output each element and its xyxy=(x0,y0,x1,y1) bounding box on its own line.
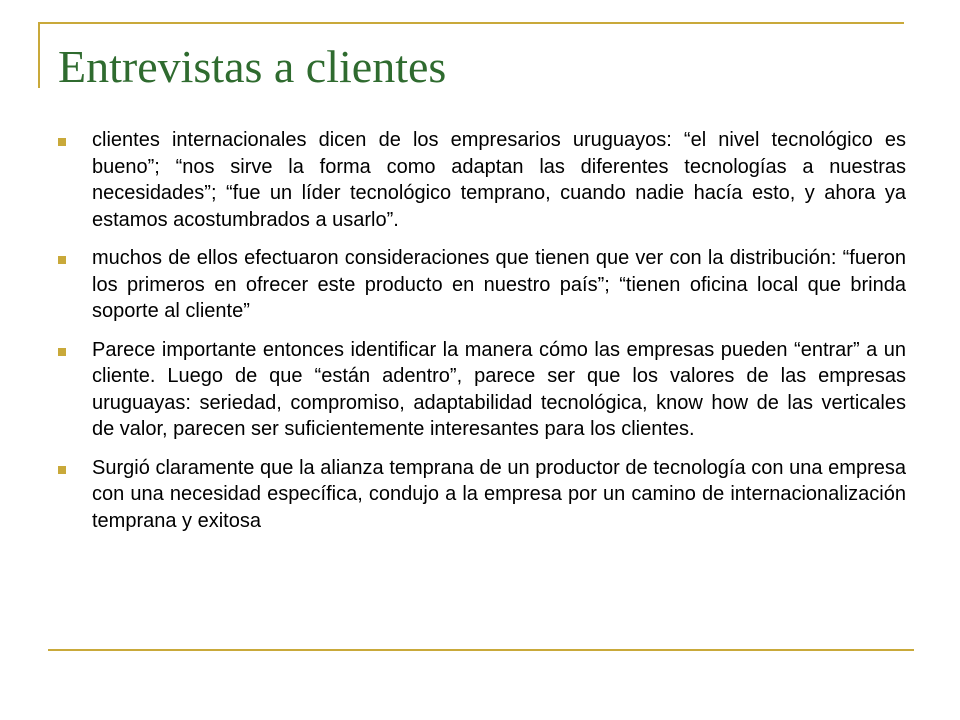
slide-title: Entrevistas a clientes xyxy=(58,41,447,92)
bullet-text: clientes internacionales dicen de los empresarios uruguayos: “el nivel tecnológico es bueno”; “nos sirve la forma como adaptan las diferentes tecnologías a nuestras necesidades”; “fue un líder tecnológico temprano, cuando nadie hacía esto, y ahora ya estamos acostumbrados a usarlo”. xyxy=(92,129,906,231)
bullet-item xyxy=(58,127,906,233)
bullet-item xyxy=(58,337,906,443)
bullet-text: Parece importante entonces identificar la manera cómo las empresas pueden “entrar” a un cliente. Luego de que “están adentro”, parece ser que los valores de las empresas uruguayas: seriedad, compromiso, adaptabilidad tecnológica, know how de las verticales de valor, parecen ser suficientemente interesantes para los clientes. xyxy=(92,338,906,440)
square-bullet-icon xyxy=(58,138,66,146)
bullet-item xyxy=(58,455,906,535)
left-divider xyxy=(38,22,40,88)
bullet-item xyxy=(58,245,906,325)
bottom-divider xyxy=(48,649,914,651)
square-bullet-icon xyxy=(58,256,66,264)
square-bullet-icon xyxy=(58,348,66,356)
bullet-text: Surgió claramente que la alianza temprana de un productor de tecnología con una empresa con una necesidad específica, condujo a la empresa por un camino de internacionalización temprana y exitosa xyxy=(92,456,906,532)
bullet-list xyxy=(58,127,906,546)
top-divider xyxy=(38,22,904,24)
square-bullet-icon xyxy=(58,466,66,474)
bullet-text: muchos de ellos efectuaron consideraciones que tienen que ver con la distribución: “fueron los primeros en ofrecer este producto en nuestro país”; “tienen oficina local que brinda soporte al cliente” xyxy=(92,247,906,322)
